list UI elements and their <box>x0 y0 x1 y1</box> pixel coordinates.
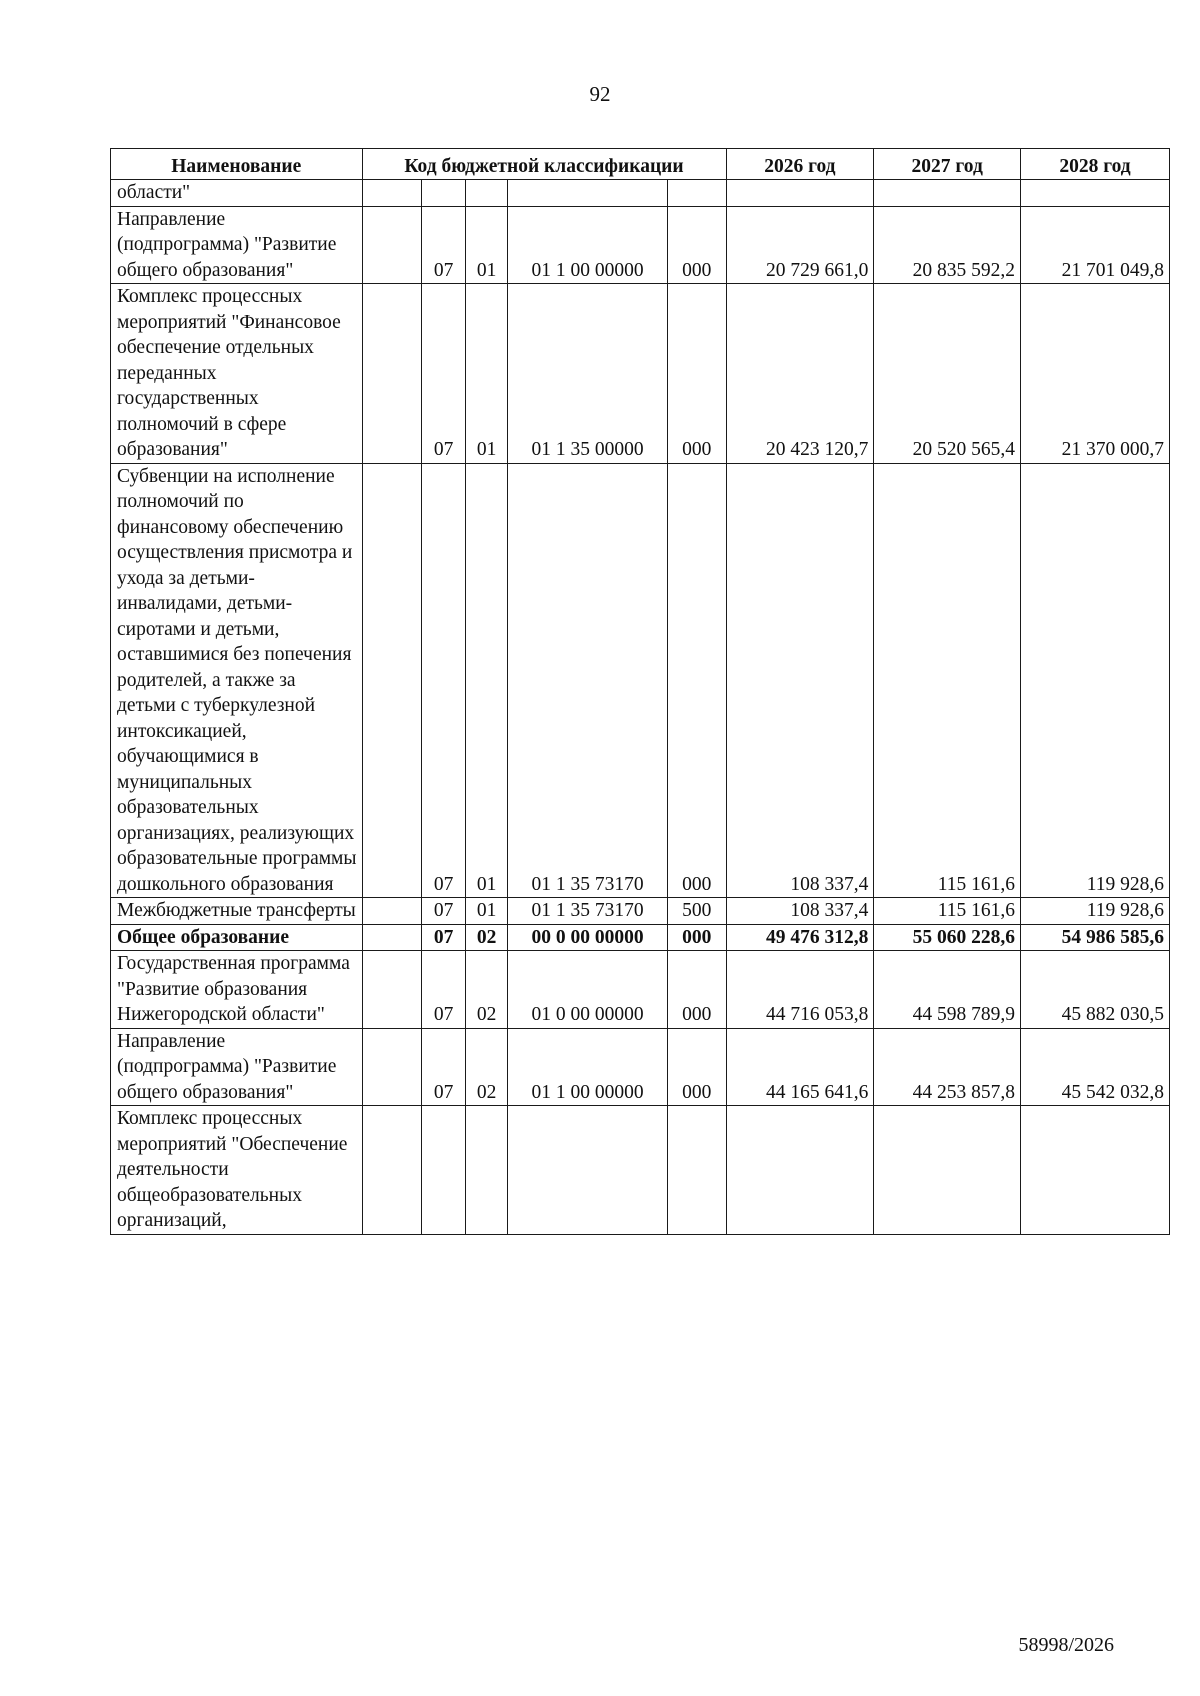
table-body <box>111 180 1170 1235</box>
header-2028: 2028 год <box>1021 149 1170 180</box>
table-row <box>111 924 1170 951</box>
value-2028: 54 986 585,6 <box>1021 924 1170 951</box>
code-part-1 <box>362 206 422 284</box>
row-name: Государственная программа "Развитие образования Нижегородской области" <box>111 951 363 1029</box>
code-target-item: 00 0 00 00000 <box>508 924 668 951</box>
code-target-item: 01 1 35 73170 <box>508 898 668 925</box>
value-2027: 20 520 565,4 <box>874 284 1021 464</box>
row-name: Комплекс процессных мероприятий "Обеспечение деятельности общеобразовательных организаций, <box>111 1106 363 1235</box>
code-section: 07 <box>422 951 466 1029</box>
value-2027: 115 161,6 <box>874 463 1021 898</box>
value-2026: 20 423 120,7 <box>726 284 874 464</box>
value-2027 <box>874 180 1021 207</box>
value-2028 <box>1021 180 1170 207</box>
table-header-row <box>111 149 1170 180</box>
row-name: Направление (подпрограмма) "Развитие общего образования" <box>111 206 363 284</box>
header-2026: 2026 год <box>726 149 874 180</box>
code-target-item: 01 1 35 00000 <box>508 284 668 464</box>
value-2026 <box>726 1106 874 1235</box>
code-target-item <box>508 1106 668 1235</box>
value-2026: 108 337,4 <box>726 898 874 925</box>
code-target-item <box>508 180 668 207</box>
table-row <box>111 463 1170 898</box>
code-subsection: 01 <box>466 206 508 284</box>
row-name: Направление (подпрограмма) "Развитие общего образования" <box>111 1028 363 1106</box>
code-expense-type: 000 <box>668 284 726 464</box>
code-part-1 <box>362 180 422 207</box>
code-section: 07 <box>422 463 466 898</box>
table-row <box>111 180 1170 207</box>
value-2028: 119 928,6 <box>1021 463 1170 898</box>
value-2028: 21 701 049,8 <box>1021 206 1170 284</box>
code-expense-type: 000 <box>668 951 726 1029</box>
code-target-item: 01 1 00 00000 <box>508 206 668 284</box>
value-2028: 45 542 032,8 <box>1021 1028 1170 1106</box>
code-section <box>422 1106 466 1235</box>
value-2027 <box>874 1106 1021 1235</box>
table-row <box>111 1028 1170 1106</box>
header-2027: 2027 год <box>874 149 1021 180</box>
code-section: 07 <box>422 284 466 464</box>
code-expense-type: 000 <box>668 924 726 951</box>
code-subsection: 01 <box>466 463 508 898</box>
value-2028: 119 928,6 <box>1021 898 1170 925</box>
code-subsection: 02 <box>466 1028 508 1106</box>
code-section: 07 <box>422 206 466 284</box>
budget-table <box>110 148 1170 1235</box>
code-expense-type <box>668 1106 726 1235</box>
value-2027: 115 161,6 <box>874 898 1021 925</box>
code-expense-type: 500 <box>668 898 726 925</box>
code-section: 07 <box>422 898 466 925</box>
header-code: Код бюджетной классификации <box>362 149 726 180</box>
code-target-item: 01 0 00 00000 <box>508 951 668 1029</box>
table-row <box>111 284 1170 464</box>
header-name: Наименование <box>111 149 363 180</box>
value-2027: 20 835 592,2 <box>874 206 1021 284</box>
code-part-1 <box>362 924 422 951</box>
code-subsection: 01 <box>466 284 508 464</box>
code-subsection: 01 <box>466 898 508 925</box>
row-name: Субвенции на исполнение полномочий по финансовому обеспечению осуществления присмотра и ухода за детьми-инвалидами, детьми-сиротами и детьми, оставшимися без попечения родителей, а также за детьми с туберкулезной интоксикацией, обучающимися в муниципальных образовательных организациях, реализующих образовательные программы дошкольного образования <box>111 463 363 898</box>
code-part-1 <box>362 1028 422 1106</box>
row-name: Общее образование <box>111 924 363 951</box>
code-part-1 <box>362 1106 422 1235</box>
document-id: 58998/2026 <box>1018 1634 1114 1656</box>
value-2027: 44 598 789,9 <box>874 951 1021 1029</box>
value-2026: 108 337,4 <box>726 463 874 898</box>
code-expense-type: 000 <box>668 463 726 898</box>
code-part-1 <box>362 463 422 898</box>
value-2028 <box>1021 1106 1170 1235</box>
page-number: 92 <box>589 82 611 106</box>
row-name: области" <box>111 180 363 207</box>
code-section: 07 <box>422 924 466 951</box>
value-2028: 21 370 000,7 <box>1021 284 1170 464</box>
code-subsection <box>466 1106 508 1235</box>
code-subsection: 02 <box>466 924 508 951</box>
code-part-1 <box>362 284 422 464</box>
value-2026: 20 729 661,0 <box>726 206 874 284</box>
code-subsection: 02 <box>466 951 508 1029</box>
table-row <box>111 1106 1170 1235</box>
value-2026: 49 476 312,8 <box>726 924 874 951</box>
table-row <box>111 206 1170 284</box>
value-2027: 55 060 228,6 <box>874 924 1021 951</box>
code-section: 07 <box>422 1028 466 1106</box>
code-part-1 <box>362 951 422 1029</box>
code-subsection <box>466 180 508 207</box>
code-expense-type <box>668 180 726 207</box>
code-target-item: 01 1 35 73170 <box>508 463 668 898</box>
table-row <box>111 951 1170 1029</box>
code-section <box>422 180 466 207</box>
value-2026 <box>726 180 874 207</box>
code-expense-type: 000 <box>668 1028 726 1106</box>
value-2027: 44 253 857,8 <box>874 1028 1021 1106</box>
value-2028: 45 882 030,5 <box>1021 951 1170 1029</box>
code-target-item: 01 1 00 00000 <box>508 1028 668 1106</box>
code-expense-type: 000 <box>668 206 726 284</box>
value-2026: 44 165 641,6 <box>726 1028 874 1106</box>
code-part-1 <box>362 898 422 925</box>
row-name: Комплекс процессных мероприятий "Финансовое обеспечение отдельных переданных государственных полномочий в сфере образования" <box>111 284 363 464</box>
value-2026: 44 716 053,8 <box>726 951 874 1029</box>
table-row <box>111 898 1170 925</box>
row-name: Межбюджетные трансферты <box>111 898 363 925</box>
